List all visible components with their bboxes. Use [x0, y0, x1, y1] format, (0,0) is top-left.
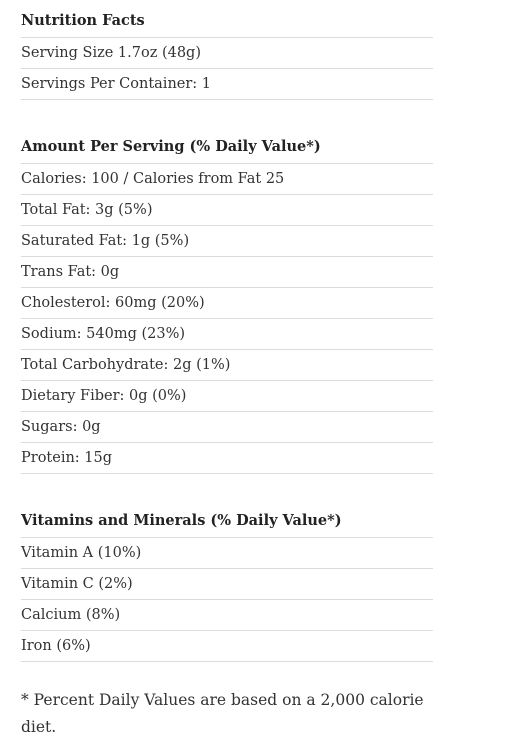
nutrient-saturated-fat: Saturated Fat: 1g (5%)	[21, 226, 433, 257]
nutrient-sodium: Sodium: 540mg (23%)	[21, 319, 433, 350]
nutrition-facts-panel	[21, 0, 433, 741]
amount-per-serving-heading: Amount Per Serving (% Daily Value*)	[21, 126, 433, 164]
nutrient-protein: Protein: 15g	[21, 443, 433, 474]
nutrient-sugars: Sugars: 0g	[21, 412, 433, 443]
serving-size: Serving Size 1.7oz (48g)	[21, 38, 433, 69]
nutrient-cholesterol: Cholesterol: 60mg (20%)	[21, 288, 433, 319]
calcium: Calcium (8%)	[21, 600, 433, 631]
daily-value-footnote: * Percent Daily Values are based on a 2,000 calorie diet.	[21, 691, 424, 736]
section-gap	[21, 100, 433, 126]
nutrient-trans-fat: Trans Fat: 0g	[21, 257, 433, 288]
section-gap	[21, 474, 433, 500]
nutrient-total-carbohydrate: Total Carbohydrate: 2g (1%)	[21, 350, 433, 381]
iron: Iron (6%)	[21, 631, 433, 662]
nutrient-dietary-fiber: Dietary Fiber: 0g (0%)	[21, 381, 433, 412]
vitamin-c: Vitamin C (2%)	[21, 569, 433, 600]
nutrition-facts-title: Nutrition Facts	[21, 0, 433, 38]
vitamins-minerals-heading: Vitamins and Minerals (% Daily Value*)	[21, 500, 433, 538]
nutrient-total-fat: Total Fat: 3g (5%)	[21, 195, 433, 226]
servings-per-container: Servings Per Container: 1	[21, 69, 433, 100]
vitamin-a: Vitamin A (10%)	[21, 538, 433, 569]
nutrient-calories: Calories: 100 / Calories from Fat 25	[21, 164, 433, 195]
